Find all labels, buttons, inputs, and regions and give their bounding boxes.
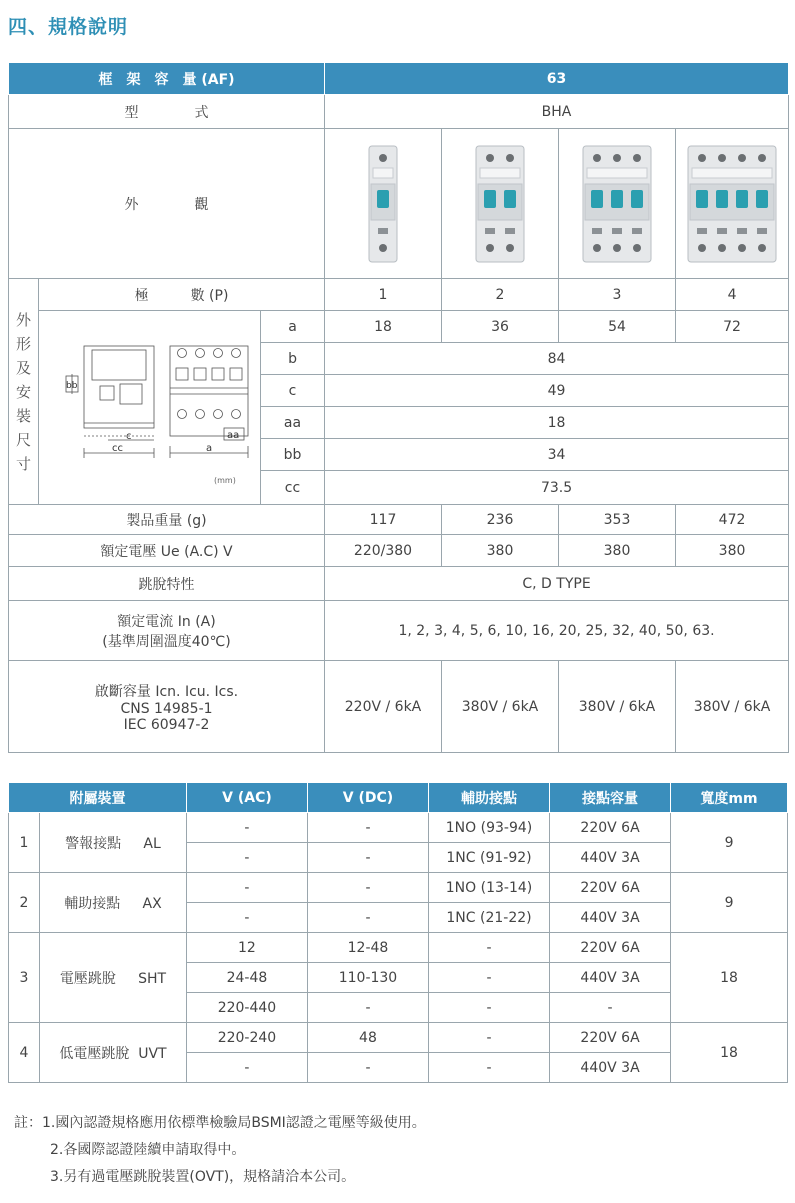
acc-no: 1 — [9, 813, 40, 873]
side-char: 及 — [15, 358, 31, 377]
acc-code: AL — [143, 835, 161, 852]
breaker-label-plate — [692, 168, 772, 178]
acc-aux: - — [428, 963, 549, 993]
terminal-slot — [592, 228, 602, 234]
terminal-screw-icon — [379, 154, 387, 162]
acc-vac: - — [186, 1053, 307, 1083]
note-1: 註：1.國內認證規格應用依標準檢驗局BSMI認證之電壓等級使用。 — [14, 1115, 426, 1131]
dim-label-bb: bb — [66, 380, 78, 391]
acc-width: 9 — [671, 873, 788, 933]
acc-no: 3 — [9, 933, 40, 1023]
breaker-handle — [484, 190, 496, 208]
acc-vdc: 48 — [307, 1023, 428, 1053]
breaker-handle — [611, 190, 623, 208]
acc-capacity: 220V 6A — [550, 873, 671, 903]
breaker-image-2p — [442, 129, 559, 279]
terminal-screw-icon — [593, 244, 601, 252]
acc-vac: - — [186, 843, 307, 873]
terminal-screw-icon — [738, 244, 746, 252]
acc-width: 18 — [671, 933, 788, 1023]
dim-key-c: c — [261, 375, 325, 407]
dim-key-b: b — [261, 343, 325, 375]
page-title: 四、規格說明 — [8, 16, 129, 38]
dim-a-1p: 18 — [325, 311, 442, 343]
breaker-label-plate — [373, 168, 393, 178]
terminal-slot — [757, 228, 767, 234]
terminal-screw-icon — [633, 154, 641, 162]
acc-aux: 1NO (13-14) — [428, 873, 549, 903]
terminal-slot — [378, 228, 388, 234]
acc-device — [40, 1023, 187, 1083]
acc-header-width: 寬度mm — [671, 783, 788, 813]
type-value: BHA — [325, 95, 789, 129]
poles-2: 2 — [442, 279, 559, 311]
trip-label: 跳脫特性 — [9, 567, 325, 601]
acc-vdc: - — [307, 993, 428, 1023]
dim-aa-value: 18 — [325, 407, 789, 439]
accessory-table — [8, 782, 788, 1083]
weight-4p: 472 — [676, 505, 789, 535]
terminal-slot — [505, 228, 515, 234]
acc-name: 警報接點 — [65, 835, 122, 852]
weight-label: 製品重量 (g) — [9, 505, 325, 535]
terminal-screw-icon — [758, 154, 766, 162]
breaking-4p: 380V / 6kA — [676, 661, 789, 753]
acc-vdc: 12-48 — [307, 933, 428, 963]
breaker-2p-image — [460, 144, 540, 264]
acc-capacity: 220V 6A — [550, 1023, 671, 1053]
dim-key-aa: aa — [261, 407, 325, 439]
acc-vac: 220-240 — [186, 1023, 307, 1053]
breaking-label-line1: 啟斷容量 Icn. Icu. Ics. — [94, 683, 239, 700]
breaker-image-4p — [676, 129, 789, 279]
breaker-1p-image — [353, 144, 413, 264]
notes — [14, 1110, 426, 1191]
breaking-2p: 380V / 6kA — [442, 661, 559, 753]
dimension-drawing — [42, 318, 257, 498]
current-label — [9, 601, 325, 661]
terminal-screw-icon — [718, 154, 726, 162]
acc-vdc: - — [307, 843, 428, 873]
breaking-label — [9, 661, 325, 753]
terminal-slot — [612, 228, 622, 234]
note-2: 2.各國際認證陸續申請取得中。 — [50, 1142, 246, 1158]
acc-capacity: 440V 3A — [550, 1053, 671, 1083]
acc-capacity: - — [550, 993, 671, 1023]
table-row — [9, 873, 788, 903]
dim-c-value: 49 — [325, 375, 789, 407]
acc-capacity: 440V 3A — [550, 963, 671, 993]
acc-device — [40, 813, 187, 873]
terminal-screw-icon — [613, 154, 621, 162]
dim-key-a: a — [261, 311, 325, 343]
breaking-1p: 220V / 6kA — [325, 661, 442, 753]
acc-vac: 24-48 — [186, 963, 307, 993]
breaker-handle — [736, 190, 748, 208]
acc-header-vac: V (AC) — [186, 783, 307, 813]
terminal-slot — [737, 228, 747, 234]
acc-code: SHT — [138, 970, 167, 987]
acc-capacity: 220V 6A — [550, 933, 671, 963]
dim-a-4p: 72 — [676, 311, 789, 343]
type-label: 型 式 — [9, 95, 325, 129]
acc-device — [40, 873, 187, 933]
dim-label-a: a — [206, 442, 213, 454]
terminal-screw-icon — [486, 244, 494, 252]
acc-vdc: - — [307, 903, 428, 933]
trip-value: C, D TYPE — [325, 567, 789, 601]
acc-capacity: 440V 3A — [550, 903, 671, 933]
terminal-slot — [717, 228, 727, 234]
breaker-handle — [696, 190, 708, 208]
breaker-handle — [631, 190, 643, 208]
dim-a-2p: 36 — [442, 311, 559, 343]
table-row — [9, 933, 788, 963]
voltage-1p: 220/380 — [325, 535, 442, 567]
terminal-screw-icon — [379, 244, 387, 252]
voltage-4p: 380 — [676, 535, 789, 567]
terminal-screw-icon — [738, 154, 746, 162]
dim-label-aa: aa — [227, 429, 240, 441]
weight-3p: 353 — [559, 505, 676, 535]
frame-label: 框 架 容 量 (AF) — [9, 63, 325, 95]
acc-vac: - — [186, 813, 307, 843]
breaker-image-1p — [325, 129, 442, 279]
terminal-screw-icon — [506, 244, 514, 252]
dim-bb-value: 34 — [325, 439, 789, 471]
terminal-slot — [697, 228, 707, 234]
terminal-screw-icon — [698, 154, 706, 162]
acc-vdc: - — [307, 813, 428, 843]
dims-side-label — [9, 279, 39, 505]
acc-aux: - — [428, 993, 549, 1023]
breaker-handle — [504, 190, 516, 208]
dim-key-bb: bb — [261, 439, 325, 471]
table-row — [9, 1023, 788, 1053]
frame-value: 63 — [325, 63, 789, 95]
breaker-3p-image — [567, 144, 667, 264]
acc-device — [40, 933, 187, 1023]
breaker-4p-image — [677, 144, 787, 264]
acc-width: 9 — [671, 813, 788, 873]
dim-cc-value: 73.5 — [325, 471, 789, 505]
terminal-screw-icon — [633, 244, 641, 252]
current-label-line1: 額定電流 In (A) — [117, 613, 216, 630]
acc-header-device: 附屬裝置 — [9, 783, 187, 813]
dim-key-cc: cc — [261, 471, 325, 505]
terminal-slot — [632, 228, 642, 234]
acc-code: AX — [142, 895, 162, 912]
side-char: 外 — [15, 310, 31, 329]
acc-aux: 1NC (91-92) — [428, 843, 549, 873]
acc-header-vdc: V (DC) — [307, 783, 428, 813]
poles-4: 4 — [676, 279, 789, 311]
acc-vac: - — [186, 903, 307, 933]
acc-no: 4 — [9, 1023, 40, 1083]
dim-a-3p: 54 — [559, 311, 676, 343]
side-char: 形 — [15, 334, 31, 353]
terminal-screw-icon — [486, 154, 494, 162]
spec-table — [8, 62, 789, 753]
acc-vdc: 110-130 — [307, 963, 428, 993]
acc-header-capacity: 接點容量 — [550, 783, 671, 813]
acc-vdc: - — [307, 873, 428, 903]
terminal-screw-icon — [698, 244, 706, 252]
breaker-handle — [756, 190, 768, 208]
terminal-screw-icon — [506, 154, 514, 162]
breaker-handle — [377, 190, 389, 208]
breaking-label-line3: IEC 60947-2 — [123, 716, 210, 733]
current-value: 1, 2, 3, 4, 5, 6, 10, 16, 20, 25, 32, 40, 50, 63. — [325, 601, 789, 661]
weight-2p: 236 — [442, 505, 559, 535]
terminal-slot — [485, 228, 495, 234]
acc-vac: 12 — [186, 933, 307, 963]
side-char: 安 — [15, 382, 31, 401]
side-char: 尺 — [15, 430, 31, 449]
terminal-screw-icon — [718, 244, 726, 252]
breaking-3p: 380V / 6kA — [559, 661, 676, 753]
poles-3: 3 — [559, 279, 676, 311]
poles-label: 極 數 (P) — [39, 279, 325, 311]
acc-aux: 1NO (93-94) — [428, 813, 549, 843]
acc-width: 18 — [671, 1023, 788, 1083]
breaker-image-3p — [559, 129, 676, 279]
dim-b-value: 84 — [325, 343, 789, 375]
acc-aux: - — [428, 1053, 549, 1083]
terminal-screw-icon — [593, 154, 601, 162]
terminal-screw-icon — [758, 244, 766, 252]
breaker-label-plate — [587, 168, 647, 178]
appearance-label: 外 觀 — [9, 129, 325, 279]
acc-vac: 220-440 — [186, 993, 307, 1023]
acc-capacity: 440V 3A — [550, 843, 671, 873]
acc-code: UVT — [138, 1045, 167, 1062]
dimension-diagram — [39, 311, 261, 505]
weight-1p: 117 — [325, 505, 442, 535]
breaker-handle — [716, 190, 728, 208]
acc-name: 低電壓跳脫 — [59, 1045, 130, 1062]
acc-aux: 1NC (21-22) — [428, 903, 549, 933]
acc-header-aux: 輔助接點 — [428, 783, 549, 813]
breaker-label-plate — [480, 168, 520, 178]
voltage-3p: 380 — [559, 535, 676, 567]
acc-aux: - — [428, 933, 549, 963]
acc-vac: - — [186, 873, 307, 903]
breaker-handle — [591, 190, 603, 208]
acc-name: 電壓跳脫 — [59, 970, 116, 987]
table-row — [9, 813, 788, 843]
diagram-unit: (mm) — [214, 475, 236, 485]
note-3: 3.另有過電壓跳脫裝置(OVT)，規格請洽本公司。 — [50, 1169, 356, 1185]
voltage-label: 額定電壓 Ue (A.C) V — [9, 535, 325, 567]
acc-aux: - — [428, 1023, 549, 1053]
terminal-screw-icon — [613, 244, 621, 252]
side-char: 裝 — [15, 406, 31, 425]
side-char: 寸 — [15, 454, 31, 473]
acc-vdc: - — [307, 1053, 428, 1083]
current-label-line2: (基準周圍溫度40℃) — [102, 633, 231, 650]
dim-label-cc: cc — [112, 442, 123, 454]
poles-1: 1 — [325, 279, 442, 311]
dim-label-c: c — [126, 430, 132, 442]
acc-capacity: 220V 6A — [550, 813, 671, 843]
voltage-2p: 380 — [442, 535, 559, 567]
acc-name: 輔助接點 — [64, 895, 121, 912]
acc-no: 2 — [9, 873, 40, 933]
breaking-label-line2: CNS 14985-1 — [120, 700, 213, 717]
